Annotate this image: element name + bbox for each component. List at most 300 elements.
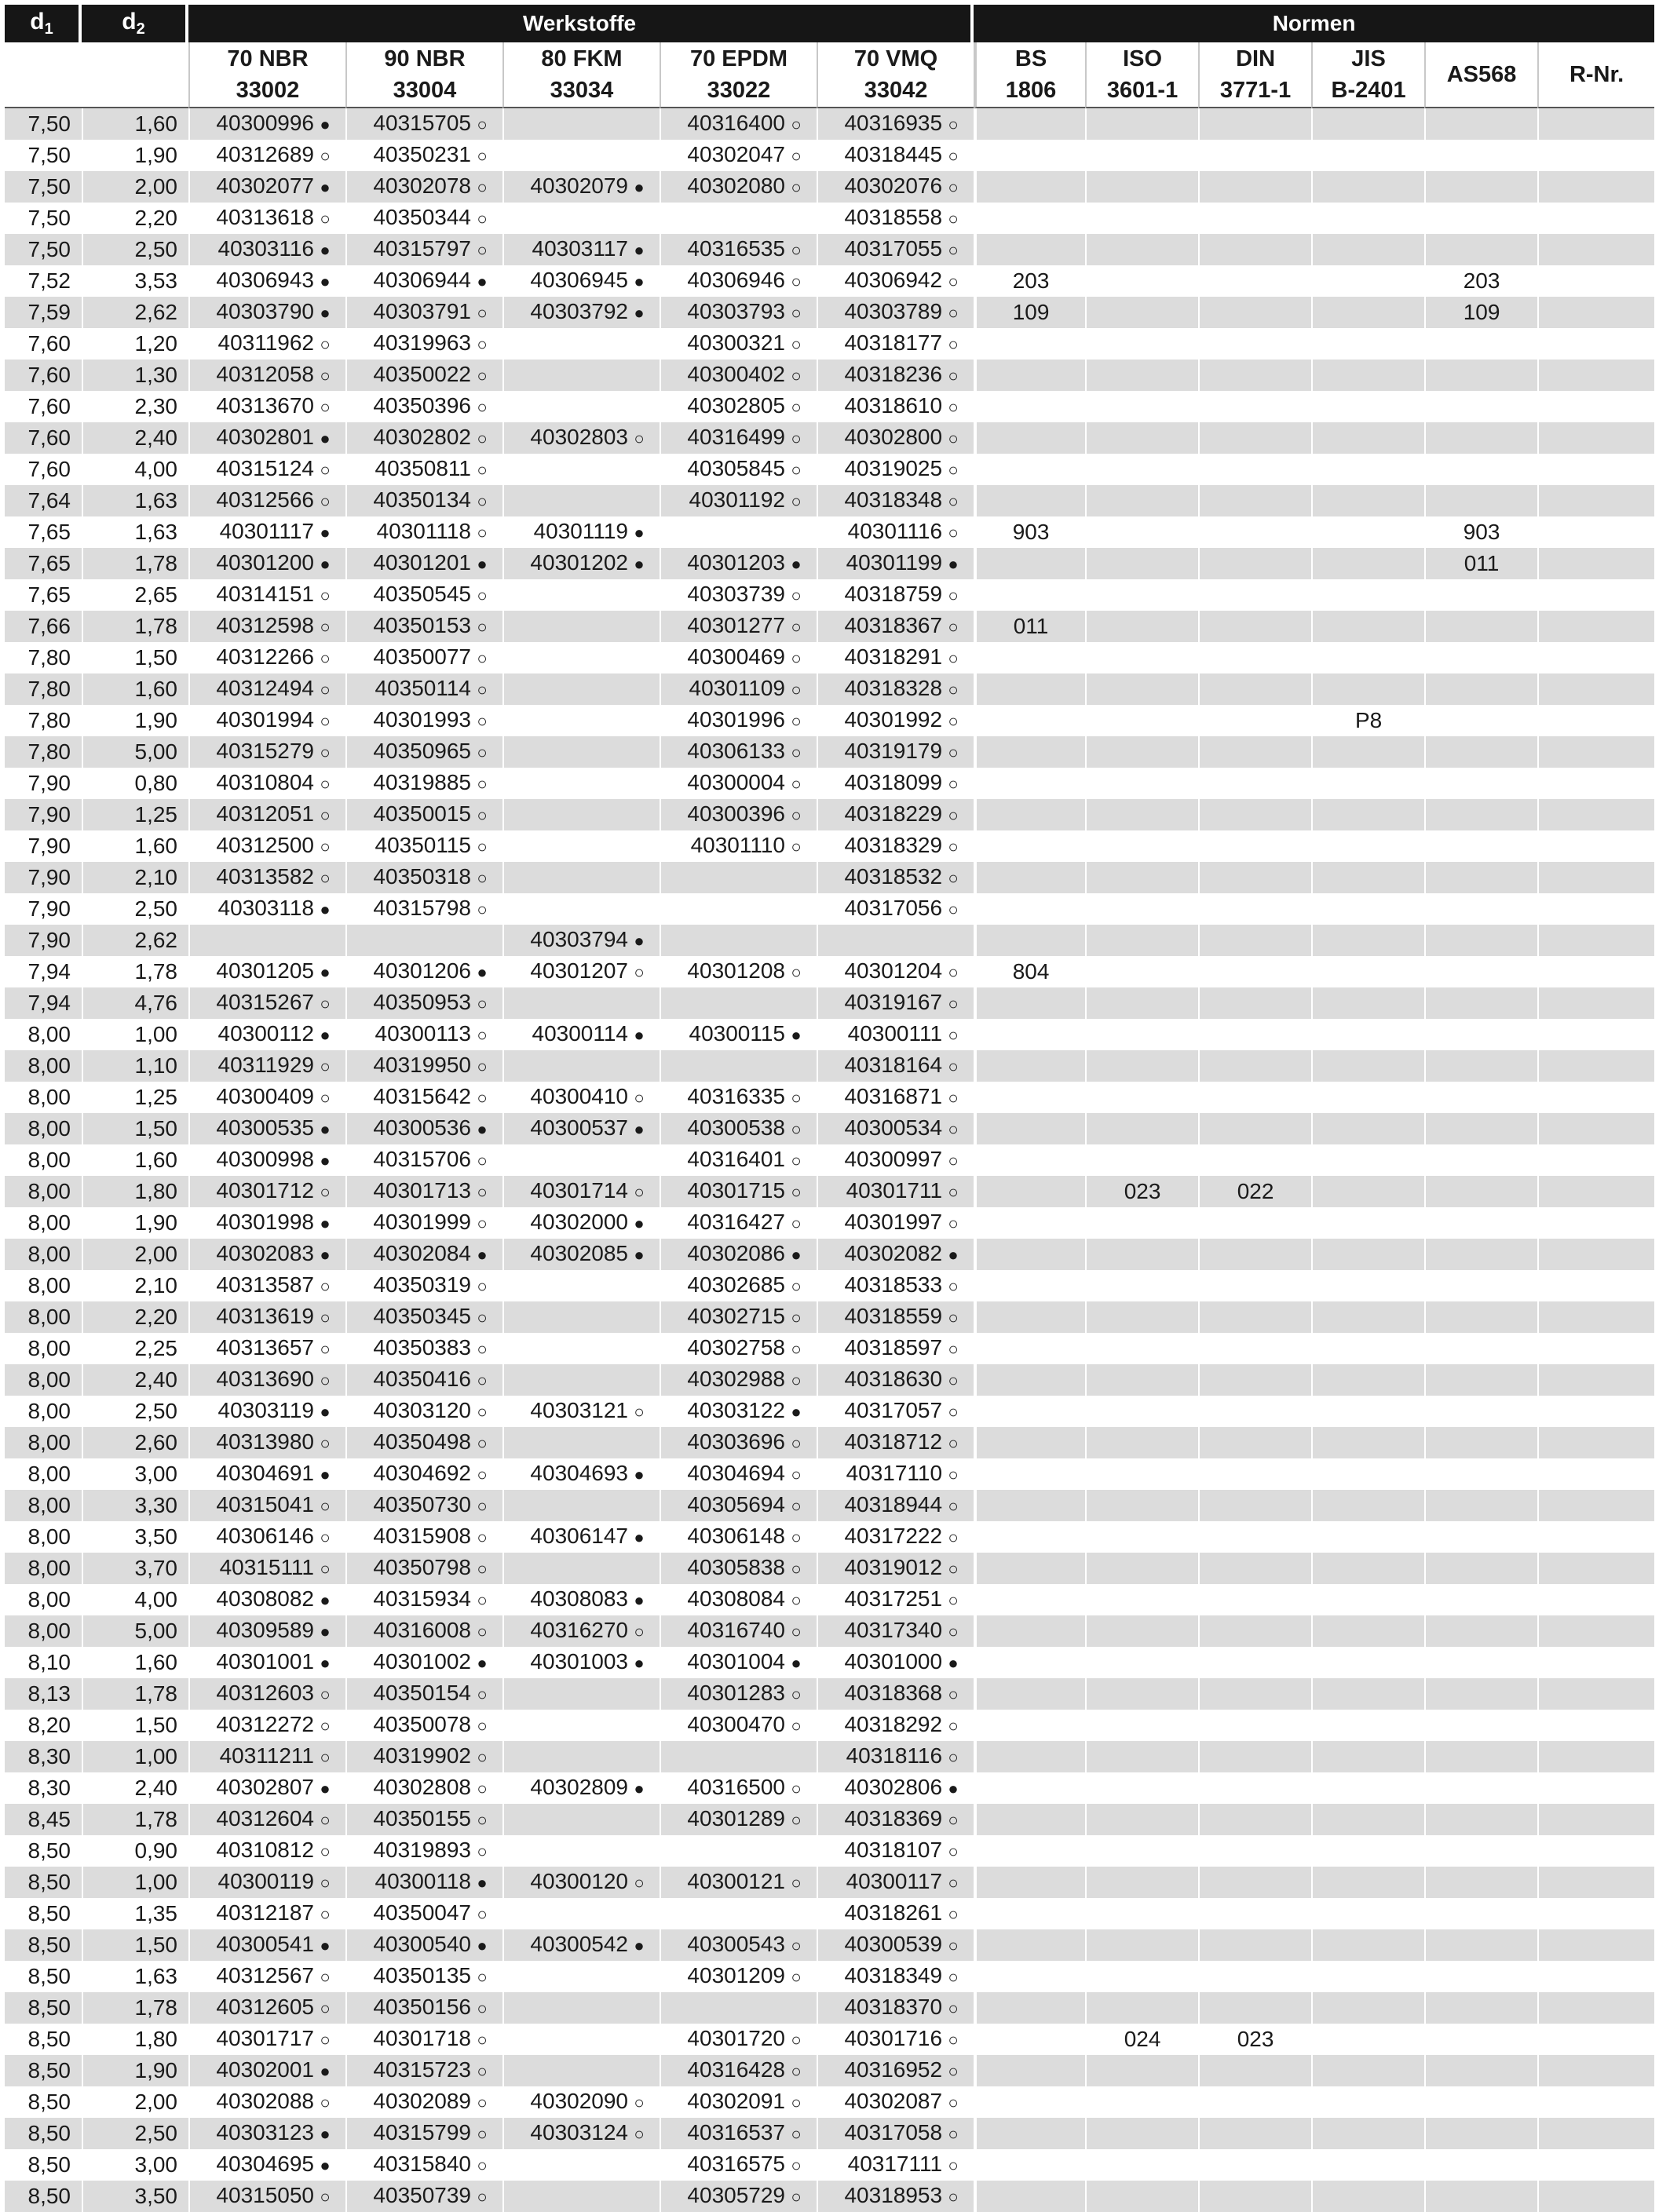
article-number: 40318164 [844,1053,943,1077]
norm-cell [1311,925,1424,956]
article-number: 40301192 [689,487,785,512]
open-circle-icon: ○ [320,1496,331,1516]
article-number: 40302800 [844,425,943,449]
article-cell [502,673,660,705]
open-circle-icon: ○ [320,743,331,762]
article-number: 40305838 [687,1555,785,1579]
article-cell [188,485,345,516]
article-cell [345,485,502,516]
norm-cell [1085,1082,1198,1113]
d2-cell: 2,00 [82,171,188,203]
table-row [5,673,1654,705]
article-cell [502,987,660,1019]
article-number: 40306942 [844,268,943,292]
d1-cell: 7,50 [5,234,82,265]
norm-cell [1085,893,1198,925]
article-number: 40311929 [217,1053,314,1077]
norm-cell [1311,485,1424,516]
open-circle-icon: ○ [477,1214,488,1233]
norm-cell [1424,328,1537,360]
article-cell [188,642,345,673]
open-circle-icon: ○ [634,1873,645,1893]
table-row [5,1584,1654,1615]
table-row [5,2055,1654,2086]
article-number: 40301119 [533,519,628,543]
article-number: 40316499 [687,425,785,449]
article-number: 40318261 [844,1900,943,1925]
open-circle-icon: ○ [948,774,959,794]
open-circle-icon: ○ [477,1747,488,1767]
article-number: 40317058 [844,2120,943,2144]
open-circle-icon: ○ [477,2155,488,2175]
norm-cell [1085,1458,1198,1490]
table-body [5,108,1654,2212]
norm-cell [974,1176,1085,1207]
article-number: 40312187 [216,1900,314,1925]
article-number: 40306945 [530,268,628,292]
norm-cell [1085,108,1198,140]
open-circle-icon: ○ [948,586,959,605]
article-number: 40310804 [216,770,314,794]
norm-header-din: DIN 3771-1 [1198,42,1311,108]
article-cell [817,1804,974,1835]
header-band [5,5,1654,42]
article-number: 40301717 [216,2026,314,2050]
d1-cell: 8,00 [5,1553,82,1584]
article-cell [502,642,660,673]
norm-cell [1537,1521,1654,1553]
article-cell [345,1490,502,1521]
norm-cell [1537,548,1654,579]
d2-cell: 1,10 [82,1050,188,1082]
d1-cell: 8,13 [5,1678,82,1710]
open-circle-icon: ○ [477,1057,488,1076]
norm-cell [1424,642,1537,673]
article-number: 40301202 [530,550,628,575]
filled-circle-icon: ● [634,554,645,574]
article-cell [817,611,974,642]
article-number: 40318558 [844,205,943,229]
open-circle-icon: ○ [948,994,959,1013]
norm-cell [1537,1207,1654,1239]
article-cell [188,548,345,579]
article-cell [188,1521,345,1553]
norm-cell [1085,1647,1198,1678]
norm-cell [974,768,1085,799]
norm-cell [1537,862,1654,893]
open-circle-icon: ○ [791,1088,802,1108]
norm-cell [1537,1584,1654,1615]
norm-cell [1198,1270,1311,1301]
open-circle-icon: ○ [791,711,802,731]
open-circle-icon: ○ [948,1465,959,1484]
article-number: 40301205 [216,958,314,983]
article-number: 40315041 [216,1492,314,1517]
norm-cell [1198,1710,1311,1741]
article-cell [188,234,345,265]
article-number: 40317056 [844,896,943,920]
d1-cell: 8,30 [5,1741,82,1772]
article-number: 40303116 [217,236,314,261]
norm-cell [1311,956,1424,987]
norm-cell [1311,516,1424,548]
article-cell [817,1082,974,1113]
d1-cell: 8,00 [27,1524,71,1549]
open-circle-icon: ○ [477,1402,488,1422]
article-cell [188,1584,345,1615]
article-cell [660,1019,817,1050]
d1-cell: 8,50 [5,2118,82,2149]
d2-cell: 2,40 [82,1772,188,1804]
article-number: 40300115 [689,1021,785,1046]
open-circle-icon: ○ [477,1339,488,1359]
norm-cell [1424,862,1537,893]
article-cell [502,799,660,830]
norm-cell [1085,1050,1198,1082]
open-circle-icon: ○ [948,2093,959,2112]
d2-cell: 1,78 [82,611,188,642]
d2-cell: 3,00 [82,2149,188,2181]
article-number: 40300121 [687,1869,785,1893]
open-circle-icon: ○ [320,1998,331,2018]
d1-cell: 7,80 [27,645,71,670]
open-circle-icon: ○ [791,240,802,260]
article-cell [345,768,502,799]
article-cell [502,1333,660,1364]
article-cell [502,1207,660,1239]
article-number: 40317111 [847,2152,943,2176]
article-number: 40301004 [687,1649,785,1674]
article-cell [660,1710,817,1741]
d1-cell: 7,60 [5,422,82,454]
article-number: 40301199 [846,550,943,575]
article-number: 40300120 [530,1869,628,1893]
norm-cell [1537,140,1654,171]
norm-cell [1311,1929,1424,1961]
article-number: 40300112 [217,1021,314,1046]
norm-cell [1085,1521,1198,1553]
article-cell [188,2055,345,2086]
open-circle-icon: ○ [948,1276,959,1296]
norm-cell [1537,1396,1654,1427]
norm-cell [1085,673,1198,705]
article-cell [660,360,817,391]
norm-cell [1311,987,1424,1019]
article-cell [502,1898,660,1929]
article-number: 40302088 [216,2089,314,2113]
article-number: 40301712 [216,1178,314,1203]
norm-cell [1424,422,1537,454]
norm-cell [1198,1898,1311,1929]
article-cell [817,265,974,297]
filled-circle-icon: ● [320,272,331,291]
d1-subheader [5,42,82,108]
article-cell [660,1678,817,1710]
norm-cell [1085,987,1198,1019]
norm-cell [974,1144,1085,1176]
article-cell [502,1992,660,2024]
article-cell [660,108,817,140]
article-number: 40301200 [216,550,314,575]
article-number: 40301001 [216,1649,314,1674]
norm-cell [1424,1772,1537,1804]
norm-cell [1198,611,1311,642]
open-circle-icon: ○ [477,2124,488,2144]
norm-cell [1311,1113,1424,1144]
norm-cell [1424,485,1537,516]
article-number: 40318236 [844,362,943,386]
open-circle-icon: ○ [634,1088,645,1108]
article-number: 40306943 [216,268,314,292]
open-circle-icon: ○ [477,837,488,856]
article-cell [817,1490,974,1521]
article-number: 40350318 [373,864,471,889]
table-row [5,987,1654,1019]
d2-cell: 1,78 [82,956,188,987]
article-number: 40318107 [844,1838,943,1862]
article-cell [188,1961,345,1992]
material-header-70-vmq: 70 VMQ 33042 [817,42,974,108]
filled-circle-icon: ● [320,1214,331,1233]
article-cell [188,2149,345,2181]
article-cell [502,1615,660,1647]
article-cell [660,1270,817,1301]
open-circle-icon: ○ [320,1276,331,1296]
article-number: 40306946 [687,268,785,292]
filled-circle-icon: ● [634,1936,645,1955]
article-cell [817,1019,974,1050]
open-circle-icon: ○ [948,272,959,291]
article-number: 40306944 [373,268,471,292]
article-number: 40302806 [844,1775,943,1799]
norm-cell [1424,579,1537,611]
d2-cell: 1,25 [82,799,188,830]
norm-cell [1198,1207,1311,1239]
article-cell [817,1207,974,1239]
article-number: 40301996 [687,707,785,732]
article-number: 40315705 [373,111,471,135]
article-number: 40301117 [219,519,314,543]
article-cell [502,705,660,736]
norm-cell [1085,862,1198,893]
article-number: 40316401 [687,1147,785,1171]
article-number: 40315111 [219,1555,314,1579]
norm-cell [1537,1458,1654,1490]
table-row [5,1898,1654,1929]
article-cell [188,925,345,956]
article-cell [502,2149,660,2181]
norm-cell [1311,1301,1424,1333]
filled-circle-icon: ● [634,1653,645,1673]
article-cell [660,768,817,799]
open-circle-icon: ○ [320,1339,331,1359]
table-row [5,516,1654,548]
article-number: 40302079 [530,173,628,198]
article-cell [345,830,502,862]
norm-cell [1085,1992,1198,2024]
article-number: 40300321 [687,330,785,355]
article-number: 40350730 [373,1492,471,1517]
norm-cell: 903 [974,516,1085,548]
norm-cell [1424,2181,1537,2212]
article-cell [345,1710,502,1741]
norm-cell [1424,1647,1537,1678]
article-cell [502,2181,660,2212]
norm-cell [1424,1144,1537,1176]
article-number: 40302047 [687,142,785,166]
filled-circle-icon: ● [320,962,331,982]
norm-cell [1537,1019,1654,1050]
table-row [5,1615,1654,1647]
norm-cell [1424,1333,1537,1364]
open-circle-icon: ○ [477,1842,488,1861]
article-cell [660,297,817,328]
article-cell [502,1239,660,1270]
article-number: 40304692 [373,1461,471,1485]
article-number: 40300536 [373,1115,471,1140]
norm-cell [1311,1710,1424,1741]
table-row [5,736,1654,768]
article-cell [345,2055,502,2086]
article-number: 40316335 [687,1084,785,1108]
article-number: 40350078 [373,1712,471,1736]
d1-cell: 8,50 [27,2027,71,2051]
norm-cell [1537,1678,1654,1710]
norm-cell [1198,1772,1311,1804]
d2-cell: 1,60 [82,108,188,140]
o-ring-table-sheet [5,5,1654,2212]
d2-cell: 2,00 [82,2086,188,2118]
norm-cell [1537,1490,1654,1521]
article-number: 40312058 [216,362,314,386]
table-row [5,1019,1654,1050]
open-circle-icon: ○ [320,1685,331,1704]
norm-cell [974,1050,1085,1082]
table-row [5,2118,1654,2149]
open-circle-icon: ○ [791,1308,802,1327]
norm-cell [1311,1647,1424,1678]
article-number: 40315840 [373,2152,471,2176]
norm-cell [1311,1458,1424,1490]
norm-cell: 203 [1424,265,1537,297]
open-circle-icon: ○ [948,1025,959,1045]
article-number: 40350396 [373,393,471,418]
d2-cell: 2,50 [82,1396,188,1427]
article-cell [345,1553,502,1584]
article-cell [502,1490,660,1521]
norm-cell [1537,2181,1654,2212]
article-cell [660,454,817,485]
article-cell [188,1867,345,1898]
norm-cell [1198,516,1311,548]
article-cell [502,611,660,642]
open-circle-icon: ○ [948,1747,959,1767]
article-cell [345,1584,502,1615]
open-circle-icon: ○ [791,774,802,794]
article-cell [817,234,974,265]
norm-cell [974,1207,1085,1239]
norm-cell [1311,673,1424,705]
article-cell [817,1772,974,1804]
norm-cell [1424,1741,1537,1772]
article-number: 40305694 [687,1492,785,1517]
article-number: 40318533 [844,1272,943,1297]
d1-cell: 8,50 [5,2181,82,2212]
article-cell [345,1207,502,1239]
article-number: 40319902 [373,1743,471,1768]
norm-cell [974,1521,1085,1553]
open-circle-icon: ○ [791,2061,802,2081]
open-circle-icon: ○ [791,837,802,856]
norm-cell [1311,1678,1424,1710]
article-number: 40302805 [687,393,785,418]
article-number: 40301207 [530,958,628,983]
norm-cell [1085,1772,1198,1804]
article-number: 40301002 [373,1649,471,1674]
article-number: 40302802 [373,425,471,449]
article-number: 40301000 [844,1649,943,1674]
norm-cell [1198,548,1311,579]
article-cell [817,485,974,516]
norm-cell [1198,1301,1311,1333]
article-cell [188,830,345,862]
article-cell [660,2055,817,2086]
article-cell [502,956,660,987]
article-number: 40313980 [216,1429,314,1454]
norm-cell [974,1396,1085,1427]
open-circle-icon: ○ [791,1339,802,1359]
article-number: 40312567 [216,1963,314,1988]
article-cell [817,108,974,140]
norm-cell [974,673,1085,705]
norm-cell [974,893,1085,925]
article-cell [502,391,660,422]
norm-cell [1085,1584,1198,1615]
filled-circle-icon: ● [320,240,331,260]
article-cell [660,736,817,768]
article-cell [660,1961,817,1992]
open-circle-icon: ○ [948,1842,959,1861]
norm-cell [1311,108,1424,140]
open-circle-icon: ○ [791,1528,802,1547]
norm-cell [1424,234,1537,265]
open-circle-icon: ○ [477,397,488,417]
article-number: 40301118 [376,519,471,543]
filled-circle-icon: ● [634,1025,645,1045]
norm-cell [974,1239,1085,1270]
filled-circle-icon: ● [634,1590,645,1610]
article-cell [660,140,817,171]
norm-cell: 024 [1085,2024,1198,2055]
article-number: 40301715 [687,1178,785,1203]
norm-cell [1537,516,1654,548]
filled-circle-icon: ● [320,2124,331,2144]
norm-cell [1198,171,1311,203]
filled-circle-icon: ● [477,1245,488,1265]
article-cell [817,1647,974,1678]
table-row [5,234,1654,265]
d2-cell: 2,20 [82,1301,188,1333]
article-cell [817,454,974,485]
d2-cell: 1,63 [82,1961,188,1992]
article-number: 40350498 [373,1429,471,1454]
table-row [5,1553,1654,1584]
open-circle-icon: ○ [791,1182,802,1202]
article-cell [660,956,817,987]
article-number: 40317340 [844,1618,943,1642]
d1-cell: 8,00 [5,1301,82,1333]
norm-cell [1311,297,1424,328]
